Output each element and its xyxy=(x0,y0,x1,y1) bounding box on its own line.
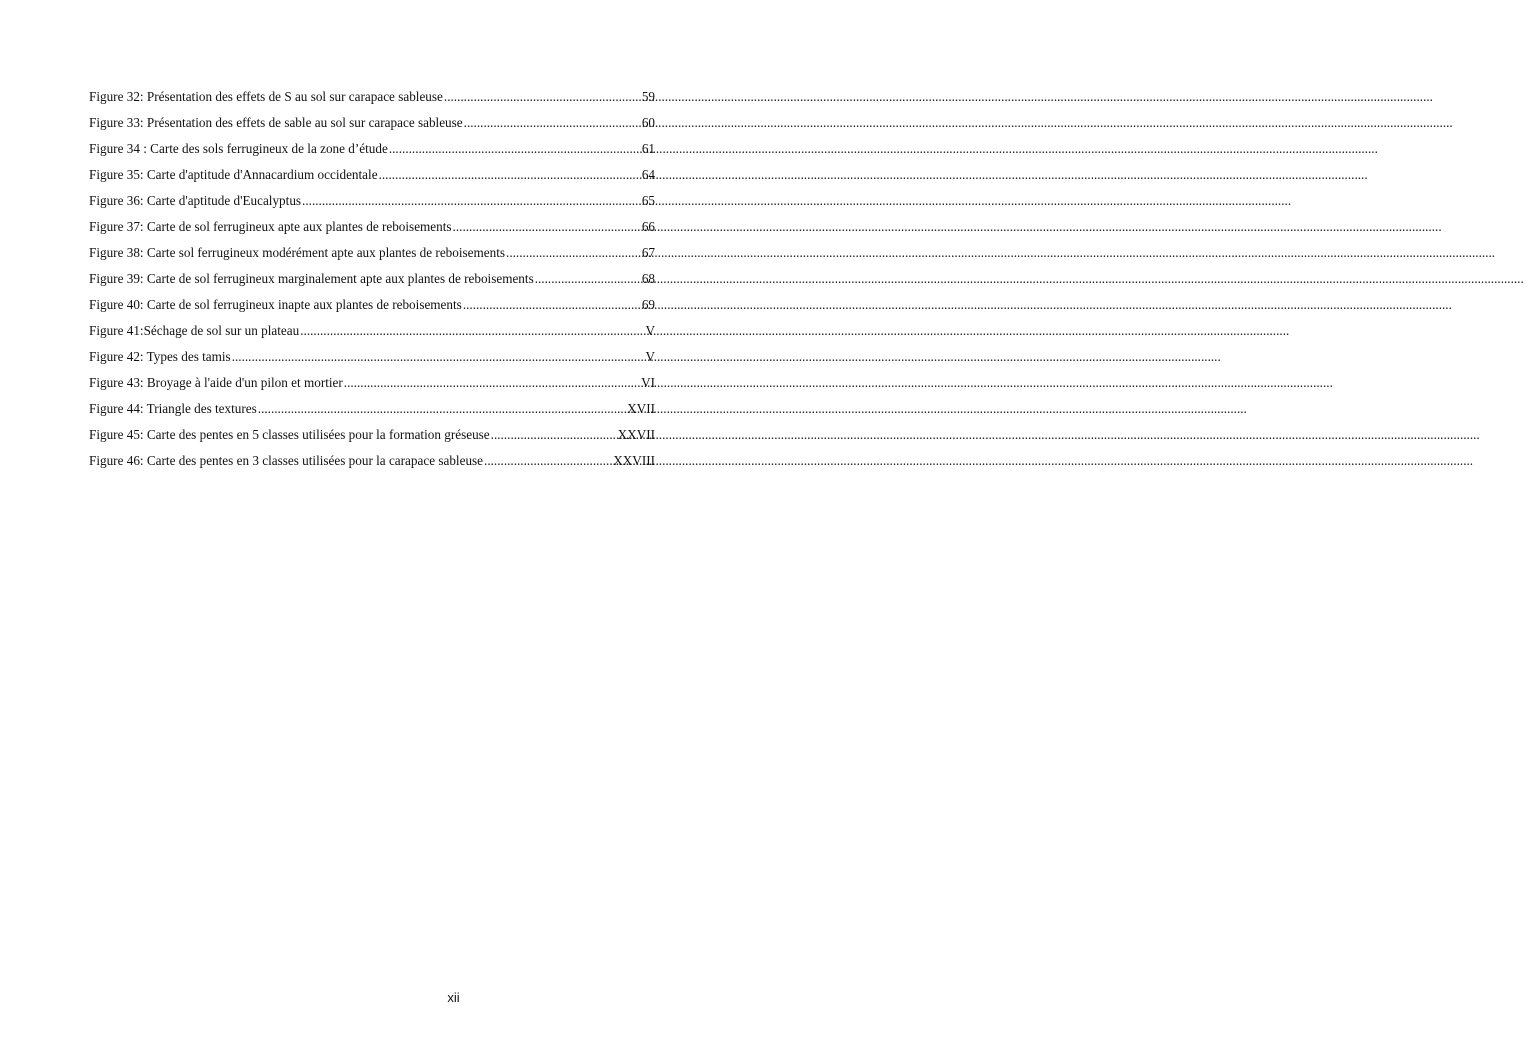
toc-entry-title: Figure 45: Carte des pentes en 5 classes utilisées pour la formation gréseuse xyxy=(89,427,490,442)
toc-leader-dots xyxy=(389,140,641,158)
toc-entry-page: XVII xyxy=(627,401,655,416)
toc-entry-page: 60 xyxy=(641,115,655,130)
toc-entry-title: Figure 32: Présentation des effets de S au sol sur carapace sableuse xyxy=(89,89,443,104)
toc-entry-page: 68 xyxy=(641,271,655,286)
toc-entry[interactable] xyxy=(89,452,655,478)
toc-entry[interactable] xyxy=(89,426,655,452)
toc-entry-title: Figure 44: Triangle des textures xyxy=(89,401,257,416)
toc-entry-title: Figure 33: Présentation des effets de sable au sol sur carapace sableuse xyxy=(89,115,463,130)
toc-entry-page: 66 xyxy=(641,219,655,234)
toc-leader-dots xyxy=(300,322,644,340)
toc-leader-dots xyxy=(484,452,612,470)
toc-entry-title: Figure 41:Séchage de sol sur un plateau xyxy=(89,323,300,338)
toc-entry[interactable] xyxy=(89,348,655,374)
toc-entry-page: 61 xyxy=(641,141,655,156)
toc-entry-page: XXVII xyxy=(617,427,655,442)
toc-entry[interactable] xyxy=(89,374,655,400)
toc-leader-dots xyxy=(464,114,641,132)
toc-entry-page: 59 xyxy=(641,89,655,104)
toc-entry-page: 65 xyxy=(641,193,655,208)
toc-entry[interactable] xyxy=(89,114,655,140)
toc-entry-page: V xyxy=(645,349,655,364)
toc-leader-dots xyxy=(379,166,641,184)
toc-entry-title: Figure 37: Carte de sol ferrugineux apte aux plantes de reboisements xyxy=(89,219,452,234)
toc-leader-dots xyxy=(258,400,626,418)
toc-leader-dots xyxy=(302,192,641,210)
page-number: xii xyxy=(447,990,460,1005)
toc-entry-title: Figure 40: Carte de sol ferrugineux inapte aux plantes de reboisements xyxy=(89,297,462,312)
toc-entry[interactable] xyxy=(89,270,655,296)
toc-entry-title: Figure 38: Carte sol ferrugineux modérément apte aux plantes de reboisements xyxy=(89,245,506,260)
toc-entry[interactable] xyxy=(89,296,655,322)
toc-entry[interactable] xyxy=(89,218,655,244)
toc-leader-dots xyxy=(463,296,641,314)
toc-entry-page: VI xyxy=(641,375,655,390)
toc-entry-page: 64 xyxy=(641,167,655,182)
toc-leader-dots xyxy=(453,218,641,236)
toc-entry-page: 69 xyxy=(641,297,655,312)
toc-entry-page: V xyxy=(645,323,655,338)
toc-entry[interactable] xyxy=(89,192,655,218)
toc-entry-title: Figure 42: Types des tamis xyxy=(89,349,231,364)
toc-entry[interactable] xyxy=(89,244,655,270)
toc-entry-title: Figure 34 : Carte des sols ferrugineux de la zone d’étude xyxy=(89,141,388,156)
toc-leader-dots xyxy=(444,88,641,106)
toc-entry-page: XXVIII xyxy=(613,453,655,468)
toc-entry[interactable] xyxy=(89,140,655,166)
toc-entry-page: 67 xyxy=(641,245,655,260)
toc-entry[interactable] xyxy=(89,166,655,192)
toc-entry[interactable] xyxy=(89,322,655,348)
toc-entry-title: Figure 46: Carte des pentes en 3 classes utilisées pour la carapace sableuse xyxy=(89,453,484,468)
toc-leader-dots xyxy=(232,348,645,366)
toc-entry[interactable] xyxy=(89,400,655,426)
toc-entry-title: Figure 36: Carte d'aptitude d'Eucalyptus xyxy=(89,193,302,208)
list-of-figures xyxy=(89,88,655,478)
toc-leader-dots xyxy=(506,244,641,262)
toc-entry-title: Figure 35: Carte d'aptitude d'Annacardium occidentale xyxy=(89,167,378,182)
toc-leader-dots xyxy=(491,426,617,444)
toc-leader-dots xyxy=(535,270,641,288)
toc-leader-dots xyxy=(344,374,640,392)
toc-entry[interactable] xyxy=(89,88,655,114)
toc-entry-title: Figure 43: Broyage à l'aide d'un pilon et mortier xyxy=(89,375,343,390)
toc-entry-title: Figure 39: Carte de sol ferrugineux marginalement apte aux plantes de reboisements xyxy=(89,271,534,286)
